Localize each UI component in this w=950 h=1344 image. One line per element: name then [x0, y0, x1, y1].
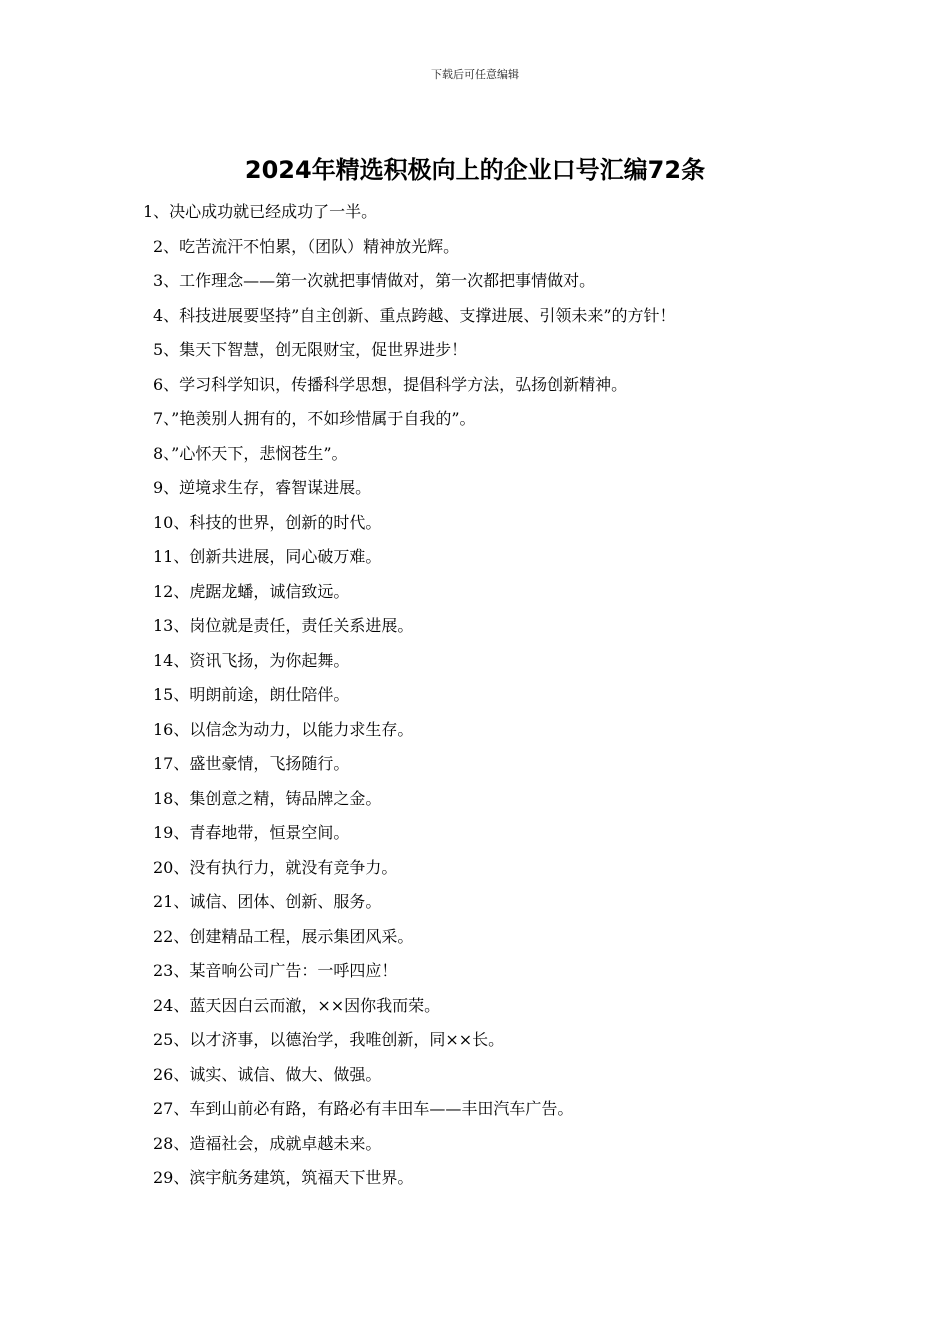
list-item: 11、创新共进展，同心破万难。	[153, 547, 382, 566]
list-item: 4、科技进展要坚持”自主创新、重点跨越、支撑进展、引领未来”的方针！	[153, 305, 676, 325]
list-item: 21、诚信、团体、创新、服务。	[153, 892, 382, 911]
list-item: 19、青春地带，恒景空间。	[153, 823, 350, 842]
list-item: 8、”心怀天下，悲悯苍生”。	[153, 443, 348, 463]
list-item: 25、以才济事，以德治学，我唯创新，同××长。	[153, 1030, 505, 1049]
list-item: 22、创建精品工程，展示集团风采。	[153, 926, 414, 946]
list-item: 14、资讯飞扬，为你起舞。	[153, 650, 350, 670]
list-item: 26、诚实、诚信、做大、做强。	[153, 1064, 382, 1084]
list-item: 15、明朗前途，朗仕陪伴。	[153, 685, 350, 704]
list-item: 7、”艳羡别人拥有的，不如珍惜属于自我的”。	[153, 409, 476, 428]
list-item: 9、逆境求生存，睿智谋进展。	[153, 478, 372, 497]
list-item: 20、没有执行力，就没有竞争力。	[153, 857, 398, 877]
list-item: 28、造福社会，成就卓越未来。	[153, 1133, 382, 1153]
document-title: 2024年精选积极向上的企业口号汇编72条	[244, 156, 706, 184]
list-item: 3、工作理念——第一次就把事情做对，第一次都把事情做对。	[153, 271, 596, 290]
list-item: 13、岗位就是责任，责任关系进展。	[153, 616, 414, 635]
list-item: 29、滨宇航务建筑，筑福天下世界。	[153, 1168, 414, 1187]
list-item: 6、学习科学知识，传播科学思想，提倡科学方法，弘扬创新精神。	[153, 374, 628, 394]
list-item: 2、吃苦流汗不怕累，（团队）精神放光辉。	[153, 236, 460, 256]
list-item: 24、蓝天因白云而澈，××因你我而荣。	[153, 995, 441, 1015]
list-item: 17、盛世豪情，飞扬随行。	[153, 754, 350, 773]
header-note: 下载后可任意编辑	[431, 68, 519, 81]
slogan-list	[143, 198, 843, 1199]
list-item: 18、集创意之精，铸品牌之金。	[153, 788, 382, 808]
list-item: 10、科技的世界，创新的时代。	[153, 512, 382, 532]
list-item: 27、车到山前必有路，有路必有丰田车——丰田汽车广告。	[153, 1099, 574, 1118]
list-item: 16、以信念为动力，以能力求生存。	[153, 719, 414, 739]
list-item: 12、虎踞龙蟠，诚信致远。	[153, 581, 350, 601]
list-item: 5、集天下智慧，创无限财宝，促世界进步！	[153, 340, 468, 359]
list-item: 1、决心成功就已经成功了一半。	[143, 202, 378, 221]
list-item: 23、某音响公司广告：一呼四应！	[153, 961, 398, 980]
